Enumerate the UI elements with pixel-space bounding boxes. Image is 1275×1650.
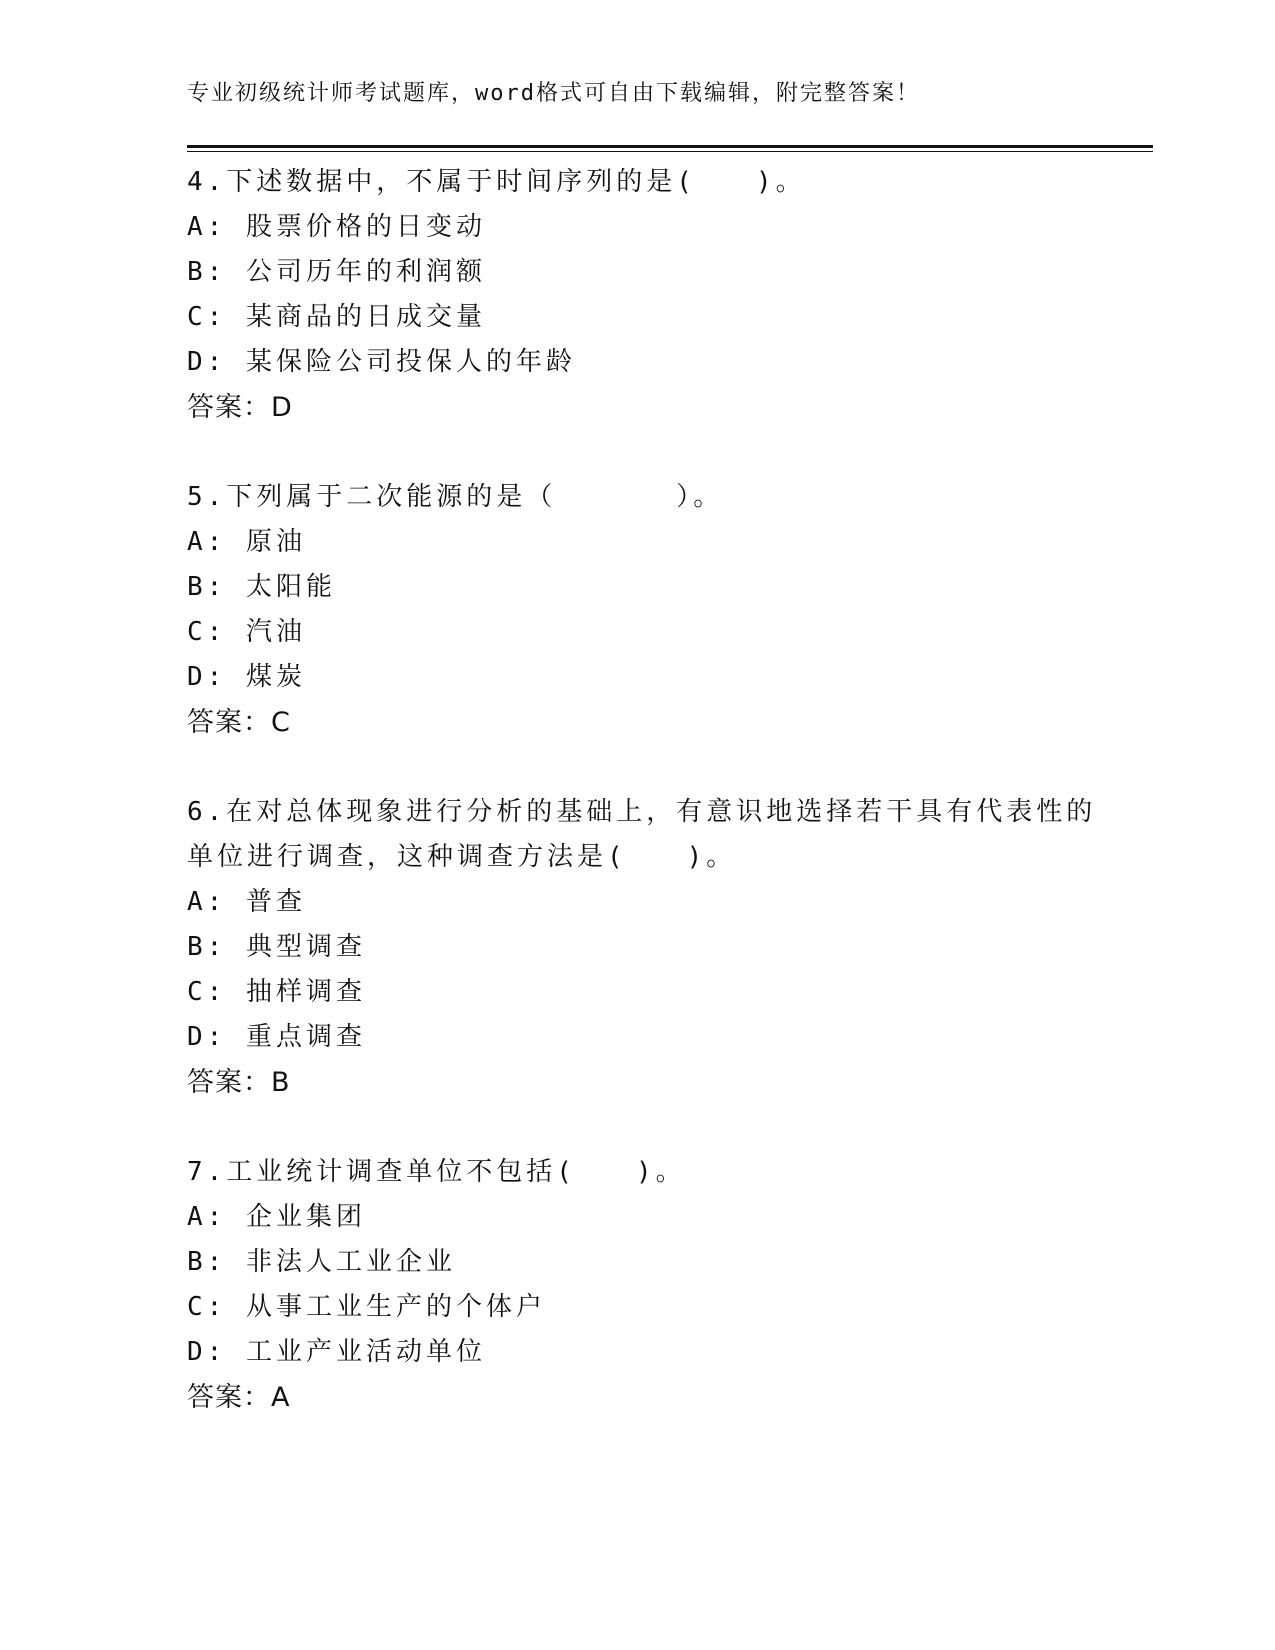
page-header: 专业初级统计师考试题库，word格式可自由下载编辑，附完整答案！ — [187, 81, 920, 106]
option-d: D: 重点调查 — [187, 1022, 366, 1052]
question-stem: 5.下列属于二次能源的是（ ）。 — [187, 482, 724, 512]
question-stem-line-1: 6.在对总体现象进行分析的基础上，有意识地选择若干具有代表性的 — [187, 797, 1097, 827]
answer: 答案：B — [187, 1067, 291, 1098]
question-4 — [187, 160, 1087, 430]
answer: 答案：D — [187, 392, 293, 423]
option-b: B: 典型调查 — [187, 932, 366, 962]
option-d: D: 某保险公司投保人的年龄 — [187, 347, 576, 377]
option-a: A: 原油 — [187, 527, 306, 557]
question-6 — [187, 790, 1097, 1105]
question-stem: 4.下述数据中，不属于时间序列的是( )。 — [187, 167, 806, 197]
question-5 — [187, 475, 1087, 745]
option-c: C: 从事工业生产的个体户 — [187, 1292, 546, 1322]
question-stem: 7.工业统计调查单位不包括( )。 — [187, 1157, 686, 1187]
option-c: C: 汽油 — [187, 617, 306, 647]
header-rule-thin — [187, 151, 1153, 152]
question-stem-line-2: 单位进行调查，这种调查方法是( )。 — [187, 842, 737, 872]
option-a: A: 企业集团 — [187, 1202, 366, 1232]
option-d: D: 工业产业活动单位 — [187, 1337, 486, 1367]
header-rule-thick — [187, 145, 1153, 148]
option-b: B: 太阳能 — [187, 572, 336, 602]
option-d: D: 煤炭 — [187, 662, 306, 692]
option-a: A: 普查 — [187, 887, 306, 917]
answer: 答案：C — [187, 707, 291, 738]
question-7 — [187, 1150, 1087, 1420]
option-b: B: 非法人工业企业 — [187, 1247, 456, 1277]
option-a: A: 股票价格的日变动 — [187, 212, 486, 242]
option-c: C: 抽样调查 — [187, 977, 366, 1007]
option-b: B: 公司历年的利润额 — [187, 257, 486, 287]
option-c: C: 某商品的日成交量 — [187, 302, 486, 332]
question-list — [187, 160, 1097, 1465]
answer: 答案：A — [187, 1382, 291, 1413]
